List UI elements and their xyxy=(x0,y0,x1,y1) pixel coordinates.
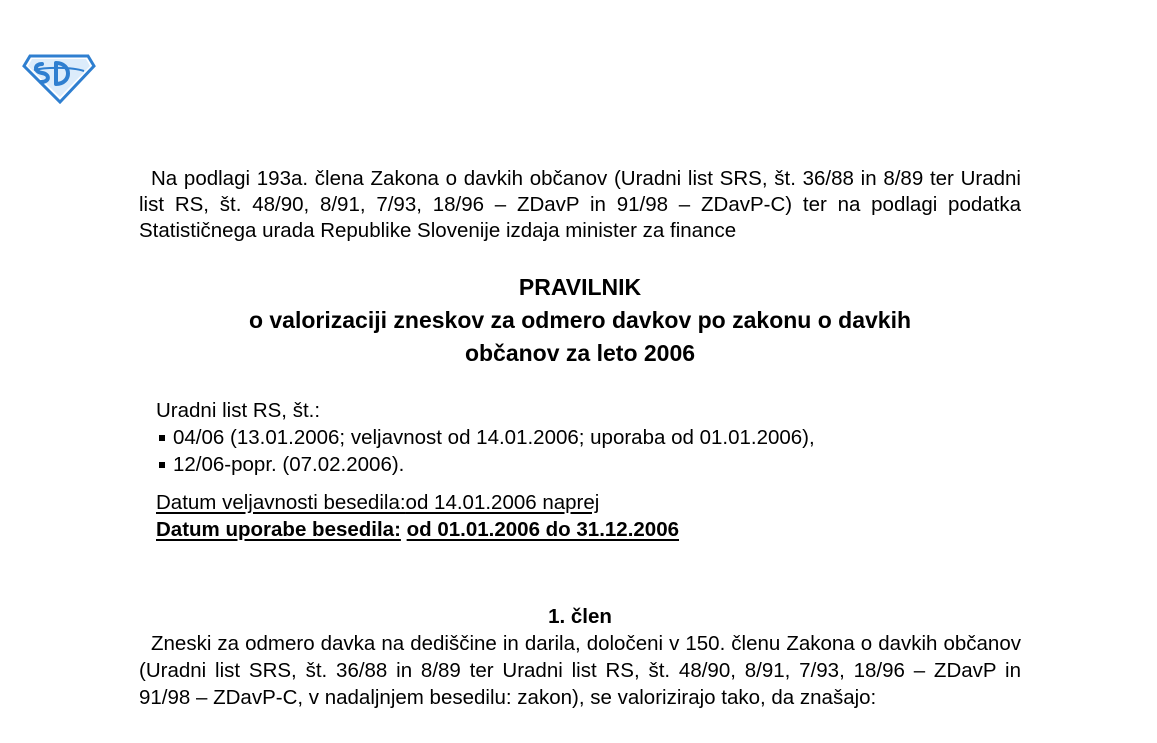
title-line: o valorizaciji zneskov za odmero davkov po zakonu o davkih xyxy=(248,307,912,333)
validity-label: Datum veljavnosti besedila: xyxy=(156,491,406,514)
text-dates xyxy=(156,489,1021,543)
gazette-list xyxy=(156,424,1021,478)
intro-line: podlagi podatka Statističnega urada Republike Slovenije izdaja minister za finance xyxy=(139,193,1021,242)
gazette-item: 04/06 (13.01.2006; veljavnost od 14.01.2006; uporaba od 01.01.2006), xyxy=(156,424,1021,451)
document-body xyxy=(139,166,1021,711)
intro-paragraph xyxy=(139,166,1021,244)
article-line: valorizirajo tako, da znašajo: xyxy=(617,686,877,709)
sd-diamond-logo-icon xyxy=(22,50,96,104)
gazette-label: Uradni list RS, št.: xyxy=(156,399,321,422)
usage-date xyxy=(156,516,1021,543)
validity-date xyxy=(156,489,1021,516)
usage-label: Datum uporabe besedila: xyxy=(156,518,401,541)
official-gazette-refs xyxy=(156,397,1021,478)
usage-value: od 01.01.2006 do 31.12.2006 xyxy=(406,518,680,541)
title-line: PRAVILNIK xyxy=(518,274,642,300)
intro-line: ter Uradni list RS, št. 48/90, 8/91, 7/93, 18/96 – ZDavP in 91/98 – ZDavP-C) ter na xyxy=(139,167,1021,216)
validity-value: od 14.01.2006 naprej xyxy=(405,491,600,514)
gazette-item: 12/06-popr. (07.02.2006). xyxy=(156,451,1021,478)
document-title xyxy=(139,271,1021,370)
article-line: 7/93, 18/96 – ZDavP in 91/98 – ZDavP-C, v nadaljnjem besedilu: zakon), se xyxy=(139,659,1021,709)
title-line: občanov za leto 2006 xyxy=(464,340,696,366)
intro-line: Na podlagi 193a. člena Zakona o davkih občanov (Uradni list SRS, št. 36/88 in 8/89 xyxy=(151,167,924,190)
article-paragraph xyxy=(139,630,1021,711)
article-line: davkih občanov (Uradni list SRS, št. 36/88 in 8/89 ter Uradni list RS, št. 48/90, 8/91, xyxy=(139,632,1021,682)
article-line: Zneski za odmero davka na dediščine in darila, določeni v 150. členu Zakona o xyxy=(151,632,873,655)
article-heading: 1. člen xyxy=(548,605,612,628)
